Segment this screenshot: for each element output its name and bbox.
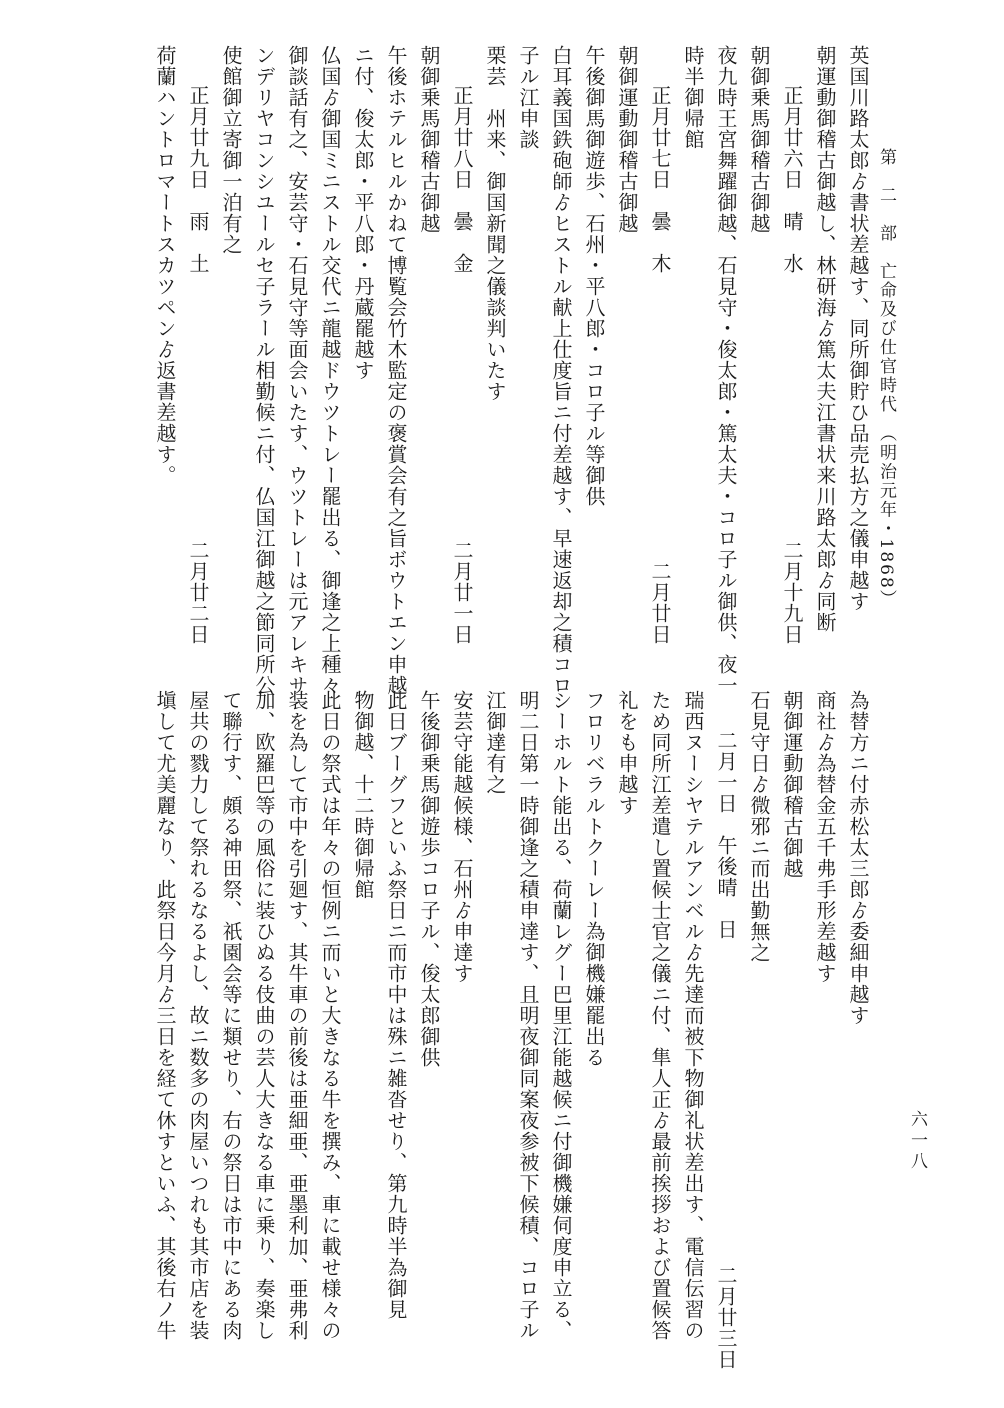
- text-line: 加、欧羅巴等の風俗に装ひぬる伎曲の芸人大きなる車に乗り、奏楽し: [252, 690, 276, 1341]
- date-line: [709, 690, 742, 1370]
- text-line: ンデリヤコンシユールセ子ラール相勤候ニ付、仏国江御越之節同所公: [252, 45, 276, 696]
- text-line: 装を為して市中を引廻す、其牛車の前後は亜細亜、亜墨利加、亜弗利: [285, 690, 309, 1341]
- date-new: 二月廿一日: [450, 540, 474, 645]
- date-new: 二月廿二日: [186, 540, 210, 645]
- text-line: 英国川路太郎ゟ書状差越す、同所御貯ひ品売払方之儀申越す: [846, 45, 870, 612]
- text-line: 物御越、十二時御帰館: [351, 690, 375, 900]
- text-line: 仏国ゟ御国ミニストル交代ニ龍越ドウツトレー罷出る、御逢之上種々: [318, 45, 342, 696]
- text-line: 栗芸 州来、御国新聞之儀談判いたす: [483, 45, 507, 402]
- text-line: 朝御乗馬御稽古御越: [747, 45, 771, 234]
- header-era: （明治元年・1868）: [876, 433, 896, 609]
- text-line: 礼をも申越す: [615, 690, 639, 816]
- text-line: 安芸守能越候様、石州ゟ申達す: [450, 690, 474, 984]
- text-line: シーホルト能出る、荷蘭レグー巴里江能越候ニ付御機嫌伺度申立る、: [549, 690, 573, 1341]
- text-line: 此日の祭式は年々の恒例ニ而いと大きなる牛を撰み、車に載せ様々の: [318, 690, 342, 1341]
- text-line: 時半御帰館: [681, 45, 705, 150]
- text-line: 江御達有之: [483, 690, 507, 795]
- text-line: ため同所江差遣し置候士官之儀ニ付、隼人正ゟ最前挨拶および置候答: [648, 690, 672, 1341]
- date-line: [775, 45, 808, 645]
- text-line: 朝御運動御稽古御越: [780, 690, 804, 879]
- text-line: 夜九時王宮舞躍御越、石見守・俊太郎・篤太夫・コロ子ル御供、夜一: [714, 45, 738, 696]
- text-line: 商社ゟ為替金五千弗手形差越す: [813, 690, 837, 984]
- date-old: 正月廿九日 雨 土: [186, 85, 210, 274]
- date-new: 二月廿三日: [714, 1265, 738, 1370]
- running-header: [874, 148, 899, 609]
- text-line: て聯行す、頗る神田祭、祇園会等に類せり、右の祭日は市中にある肉: [219, 690, 243, 1341]
- text-line: 瑞西ヌーシヤテルアンベルゟ先達而被下物御礼状差出す、電信伝習の: [681, 690, 705, 1341]
- text-line: 御談話有之、安芸守・石見守等面会いたす、ウツトレーは元アレキサ: [285, 45, 309, 696]
- text-line: 石見守日ゟ微邪ニ而出勤無之: [747, 690, 771, 963]
- text-line: 屋共の戮力して祭れるなるよし、故ニ数多の肉屋いつれも其市店を装: [186, 690, 210, 1341]
- text-line: 朝御乗馬御稽古御越: [417, 45, 441, 234]
- text-line: 朝運動御稽古御越し、林研海ゟ篤太夫江書状来川路太郎ゟ同断: [813, 45, 837, 633]
- text-line: フロリベラルトクーレー為御機嫌罷出る: [582, 690, 606, 1068]
- upper-text-block: [148, 45, 874, 696]
- lower-text-block: [148, 690, 874, 1370]
- date-line: [643, 45, 676, 645]
- header-part: 第 二 部: [876, 148, 896, 243]
- header-title: 亡命及び仕官時代: [876, 262, 896, 414]
- text-line: 午後ホテルヒルかねて博覧会竹木監定の褒賞会有之旨ボウトエン申越: [384, 45, 408, 696]
- text-line: 塡して尤美麗なり、此祭日今月ゟ三日を経て休すといふ、其後右ノ牛: [153, 690, 177, 1341]
- text-line: 荷蘭ハントロマートスカツペンゟ返書差越す。: [153, 45, 177, 486]
- page-number: 六一八: [907, 1110, 927, 1173]
- text-line: 午後御乗馬御遊歩コロ子ル、俊太郎御供: [417, 690, 441, 1068]
- date-old: 二月一日 午後晴 日: [714, 730, 738, 940]
- text-line: 使館御立寄御一泊有之: [219, 45, 243, 255]
- date-old: 正月廿八日 曇 金: [450, 85, 474, 274]
- date-old: 正月廿六日 晴 水: [780, 85, 804, 274]
- text-line: ニ付、俊太郎・平八郎・丹蔵罷越す: [351, 45, 375, 381]
- date-line: [445, 45, 478, 645]
- date-old: 正月廿七日 曇 木: [648, 85, 672, 274]
- text-line: 為替方ニ付赤松太三郎ゟ委細申越す: [846, 690, 870, 1026]
- text-line: 明二日第一時御逢之積申達す、且明夜御同案夜参被下候積、コロ子ル: [516, 690, 540, 1341]
- text-line: 午後御馬御遊歩、石州・平八郎・コロ子ル等御供: [582, 45, 606, 507]
- text-line: 此日ブーグフといふ祭日ニ而市中は殊ニ雑沓せり、第九時半為御見: [384, 690, 408, 1320]
- text-line: 白耳義国鉄砲師ゟヒストル献上仕度旨ニ付差越す、早速返却之積コロ: [549, 45, 573, 696]
- text-line: 朝御運動御稽古御越: [615, 45, 639, 234]
- date-new: 二月廿日: [648, 561, 672, 645]
- text-line: 子ル江申談: [516, 45, 540, 150]
- date-line: [181, 45, 214, 645]
- date-new: 二月十九日: [780, 540, 804, 645]
